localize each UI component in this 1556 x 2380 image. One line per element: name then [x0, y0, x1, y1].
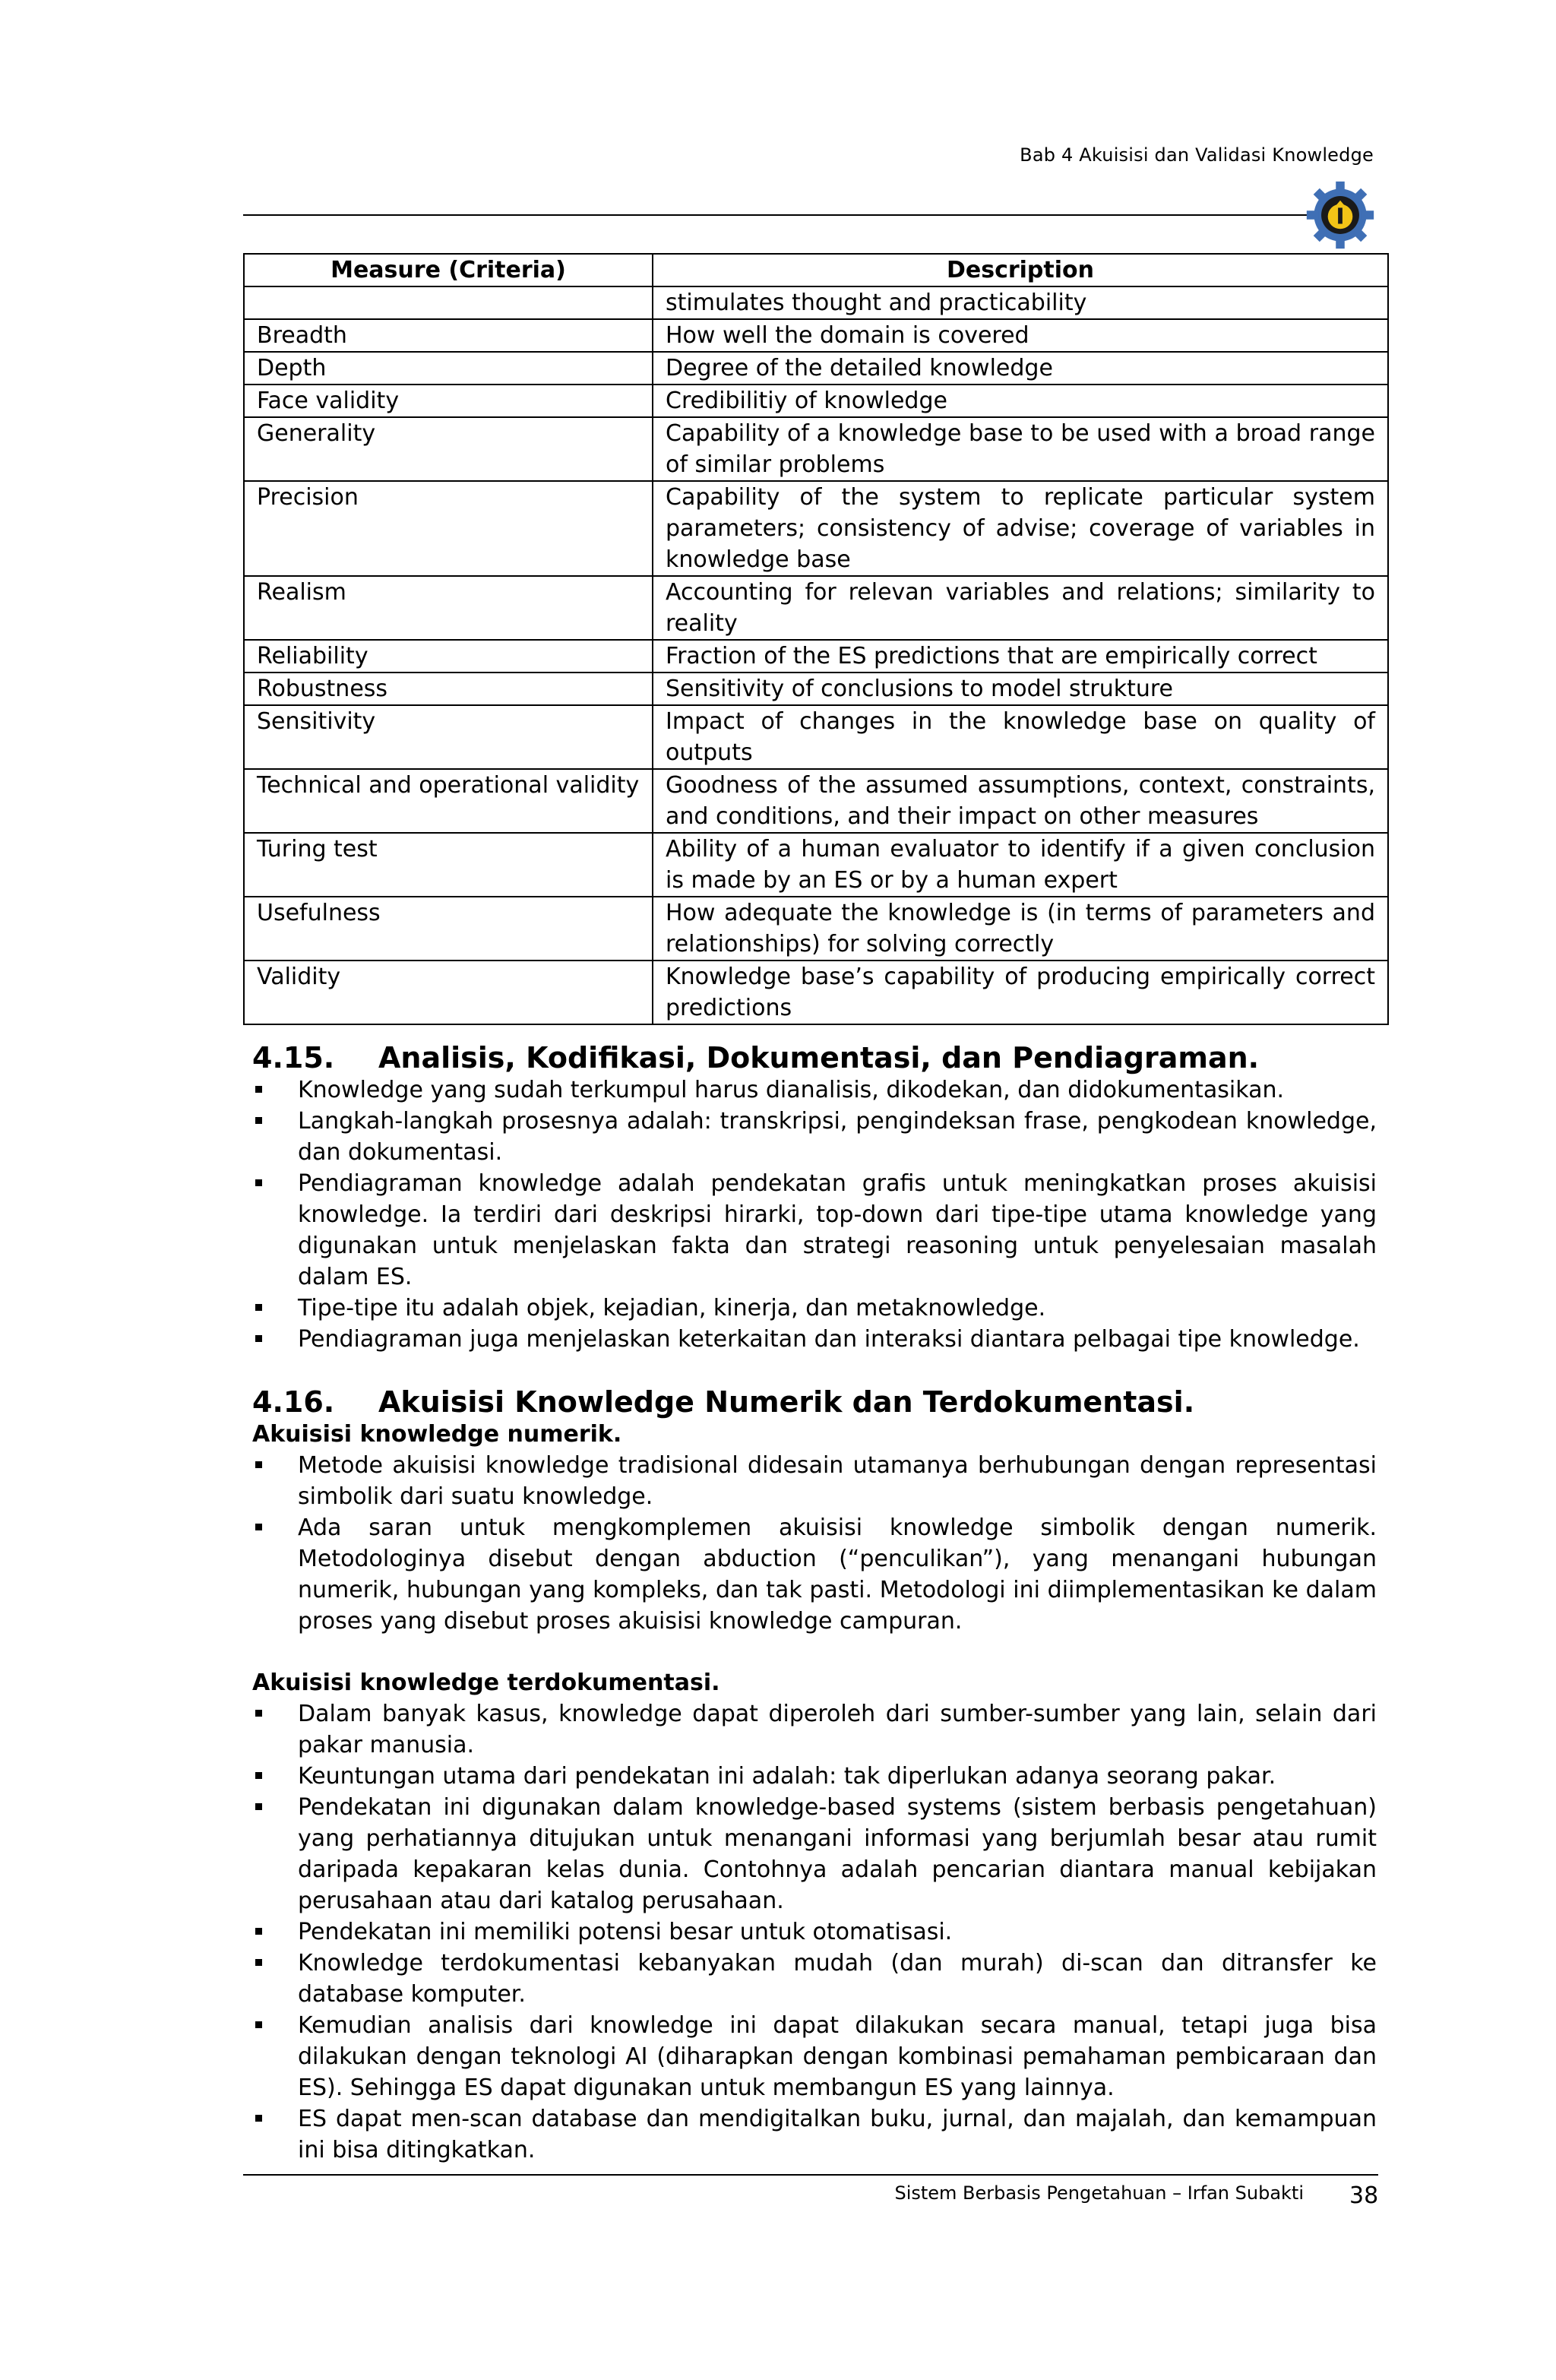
- list-item-text: Knowledge terdokumentasi kebanyakan mudah (dan murah) di-scan dan ditransfer ke database komputer.: [298, 1950, 1377, 2008]
- description-cell: stimulates thought and practicability: [653, 286, 1388, 319]
- list-item-text: Tipe-tipe itu adalah objek, kejadian, kinerja, dan metaknowledge.: [298, 1295, 1046, 1321]
- bullet-icon: [255, 1461, 262, 1468]
- section-heading-4-15: [252, 1041, 1377, 1074]
- list-item-text: Pendiagraman juga menjelaskan keterkaitan dan interaksi diantara pelbagai tipe knowledge.: [298, 1326, 1360, 1353]
- measure-cell: Breadth: [244, 319, 653, 352]
- bullet-icon: [255, 2021, 262, 2028]
- table-row: [244, 576, 1388, 640]
- footer-rule: [243, 2174, 1378, 2176]
- section-heading-4-16: [252, 1385, 1377, 1419]
- subheading-documented: Akuisisi knowledge terdokumentasi.: [252, 1669, 720, 1696]
- measure-cell: Validity: [244, 961, 653, 1024]
- list-item-text: Pendekatan ini digunakan dalam knowledge-based systems (sistem berbasis pengetahuan) yang perhatiannya ditujukan untuk menangani informasi yang berjumlah besar atau rumit daripada kepakaran kelas dunia. Contohnya adalah pencarian diantara manual kebijakan perusahaan atau dari katalog perusahaan.: [298, 1794, 1377, 1914]
- list-item: [252, 1324, 1377, 1355]
- measure-cell: Depth: [244, 352, 653, 385]
- column-header-measure: Measure (Criteria): [244, 254, 653, 286]
- criteria-table: [243, 253, 1389, 1025]
- section-4-15-bullets: [252, 1074, 1377, 1355]
- list-item: [252, 1792, 1377, 1916]
- table-row: [244, 673, 1388, 705]
- description-cell: Goodness of the assumed assumptions, context, constraints, and conditions, and their impact on other measures: [653, 769, 1388, 833]
- bullet-icon: [255, 1086, 262, 1093]
- measure-cell: Usefulness: [244, 897, 653, 961]
- list-item-text: Keuntungan utama dari pendekatan ini adalah: tak diperlukan adanya seorang pakar.: [298, 1763, 1276, 1790]
- bullet-icon: [255, 1117, 262, 1124]
- description-cell: How adequate the knowledge is (in terms of parameters and relationships) for solving correctly: [653, 897, 1388, 961]
- university-logo-icon: [1304, 179, 1377, 252]
- numeric-bullets: [252, 1450, 1377, 1637]
- table-row: [244, 897, 1388, 961]
- measure-cell: [244, 286, 653, 319]
- list-item-text: Metode akuisisi knowledge tradisional didesain utamanya berhubungan dengan representasi simbolik dari suatu knowledge.: [298, 1452, 1377, 1510]
- table-row: [244, 319, 1388, 352]
- bullet-icon: [255, 1772, 262, 1779]
- body-content: [252, 1041, 1377, 2166]
- table-row: [244, 640, 1388, 673]
- list-item: [252, 1450, 1377, 1512]
- list-item: [252, 1761, 1377, 1792]
- bullet-icon: [255, 1335, 262, 1342]
- table-row: [244, 385, 1388, 417]
- description-cell: How well the domain is covered: [653, 319, 1388, 352]
- description-cell: Capability of the system to replicate particular system parameters; consistency of advise; coverage of variables in knowledge base: [653, 481, 1388, 576]
- list-item: [252, 1074, 1377, 1106]
- footer-text: Sistem Berbasis Pengetahuan – Irfan Subakti: [894, 2182, 1304, 2204]
- table-row: [244, 286, 1388, 319]
- bullet-icon: [255, 1710, 262, 1717]
- bullet-icon: [255, 1928, 262, 1935]
- section-title: Analisis, Kodifikasi, Dokumentasi, dan Pendiagraman.: [378, 1041, 1260, 1074]
- list-item-text: ES dapat men-scan database dan mendigitalkan buku, jurnal, dan majalah, dan kemampuan ini bisa ditingkatkan.: [298, 2106, 1377, 2163]
- table-row: [244, 961, 1388, 1024]
- list-item: [252, 2103, 1377, 2166]
- description-cell: Accounting for relevan variables and relations; similarity to reality: [653, 576, 1388, 640]
- list-item: [252, 1698, 1377, 1761]
- list-item-text: Pendekatan ini memiliki potensi besar untuk otomatisasi.: [298, 1919, 953, 1945]
- list-item: [252, 1916, 1377, 1948]
- documented-bullets: [252, 1698, 1377, 2166]
- section-number: 4.16.: [252, 1385, 335, 1419]
- table-row: [244, 769, 1388, 833]
- description-cell: Credibilitiy of knowledge: [653, 385, 1388, 417]
- bullet-icon: [255, 1179, 262, 1186]
- list-item-text: Kemudian analisis dari knowledge ini dapat dilakukan secara manual, tetapi juga bisa dilakukan dengan teknologi AI (diharapkan dengan kombinasi pemahaman pembicaraan dan ES). Sehingga ES dapat digunakan untuk membangun ES yang lainnya.: [298, 2012, 1377, 2101]
- description-cell: Impact of changes in the knowledge base on quality of outputs: [653, 705, 1388, 769]
- table-row: [244, 481, 1388, 576]
- measure-cell: Sensitivity: [244, 705, 653, 769]
- chapter-header: Bab 4 Akuisisi dan Validasi Knowledge: [1020, 144, 1374, 166]
- description-cell: Knowledge base’s capability of producing empirically correct predictions: [653, 961, 1388, 1024]
- header-rule: [243, 214, 1307, 216]
- measure-cell: Technical and operational validity: [244, 769, 653, 833]
- description-cell: Sensitivity of conclusions to model strukture: [653, 673, 1388, 705]
- description-cell: Degree of the detailed knowledge: [653, 352, 1388, 385]
- bullet-icon: [255, 1803, 262, 1810]
- bullet-icon: [255, 1959, 262, 1966]
- section-number: 4.15.: [252, 1041, 335, 1074]
- measure-cell: Reliability: [244, 640, 653, 673]
- list-item-text: Knowledge yang sudah terkumpul harus dianalisis, dikodekan, dan didokumentasikan.: [298, 1077, 1285, 1103]
- list-item: [252, 2010, 1377, 2103]
- list-item-text: Dalam banyak kasus, knowledge dapat diperoleh dari sumber-sumber yang lain, selain dari pakar manusia.: [298, 1701, 1377, 1758]
- bullet-icon: [255, 1524, 262, 1530]
- bullet-icon: [255, 2115, 262, 2122]
- description-cell: Capability of a knowledge base to be used with a broad range of similar problems: [653, 417, 1388, 481]
- table-row: [244, 705, 1388, 769]
- list-item-text: Langkah-langkah prosesnya adalah: transkripsi, pengindeksan frase, pengkodean knowledge, dan dokumentasi.: [298, 1108, 1377, 1166]
- table-row: [244, 417, 1388, 481]
- description-cell: Fraction of the ES predictions that are empirically correct: [653, 640, 1388, 673]
- list-item: [252, 1168, 1377, 1293]
- measure-cell: Precision: [244, 481, 653, 576]
- list-item: [252, 1293, 1377, 1324]
- list-item: [252, 1512, 1377, 1637]
- measure-cell: Robustness: [244, 673, 653, 705]
- table-header-row: [244, 254, 1388, 286]
- table-row: [244, 833, 1388, 897]
- measure-cell: Realism: [244, 576, 653, 640]
- measure-cell: Face validity: [244, 385, 653, 417]
- bullet-icon: [255, 1304, 262, 1311]
- list-item-text: Pendiagraman knowledge adalah pendekatan grafis untuk meningkatkan proses akuisisi knowledge. Ia terdiri dari deskripsi hirarki, top-down dari tipe-tipe utama knowledge yang digunakan untuk menjelaskan fakta dan strategi reasoning untuk penyelesaian masalah dalam ES.: [298, 1170, 1377, 1290]
- list-item: [252, 1106, 1377, 1168]
- list-item-text: Ada saran untuk mengkomplemen akuisisi knowledge simbolik dengan numerik. Metodologinya disebut dengan abduction (“penculikan”), yang menangani hubungan numerik, hubungan yang kompleks, dan tak pasti. Metodologi ini diimplementasikan ke dalam proses yang disebut proses akuisisi knowledge campuran.: [298, 1514, 1377, 1635]
- description-cell: Ability of a human evaluator to identify if a given conclusion is made by an ES or by a human expert: [653, 833, 1388, 897]
- table-row: [244, 352, 1388, 385]
- column-header-description: Description: [653, 254, 1388, 286]
- section-title: Akuisisi Knowledge Numerik dan Terdokumentasi.: [378, 1385, 1195, 1419]
- measure-cell: Turing test: [244, 833, 653, 897]
- measure-cell: Generality: [244, 417, 653, 481]
- list-item: [252, 1948, 1377, 2010]
- subheading-numeric: Akuisisi knowledge numerik.: [252, 1421, 622, 1448]
- page-number: 38: [1349, 2182, 1379, 2209]
